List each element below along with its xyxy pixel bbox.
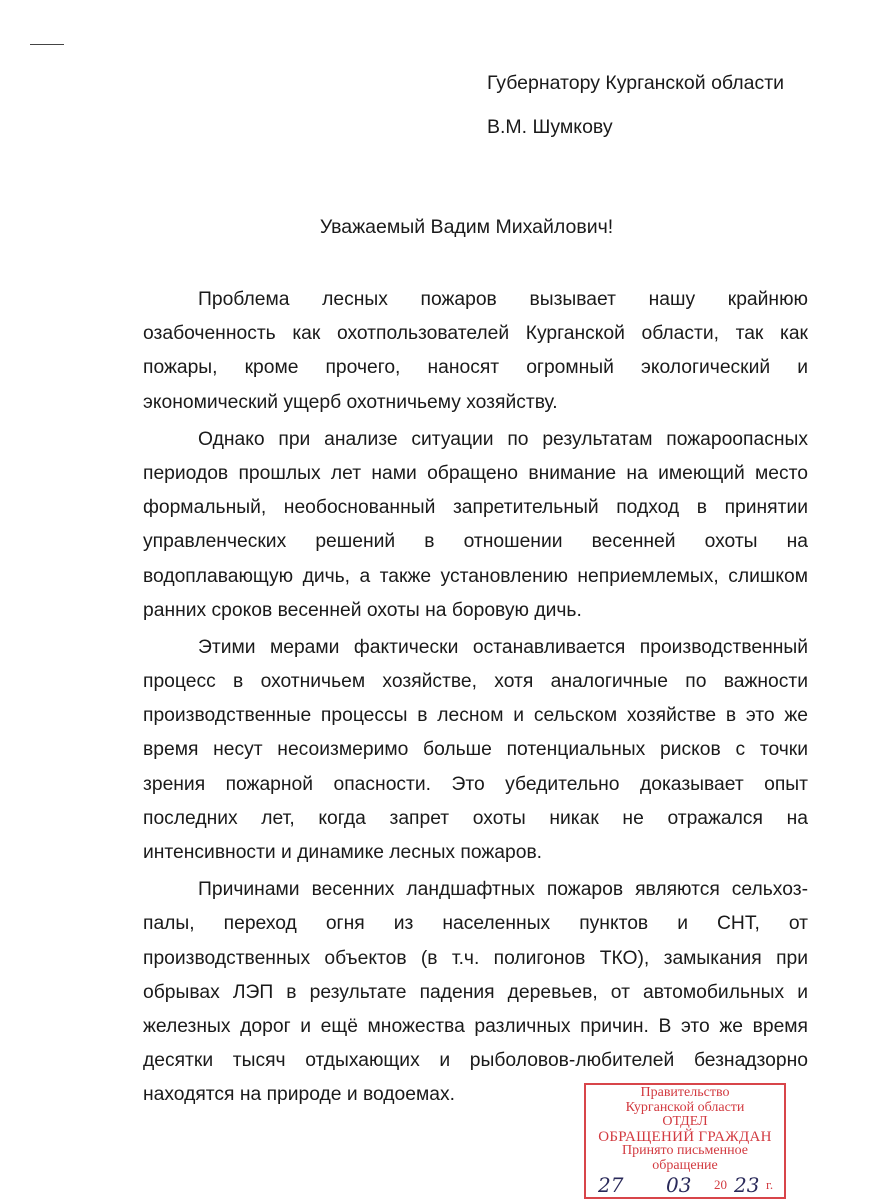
stamp-line-4: ОБРАЩЕНИЙ ГРАЖДАН <box>598 1128 772 1145</box>
recipient-line-1: Губернатору Курганской области <box>487 72 785 94</box>
stamp-date <box>586 1173 784 1197</box>
text-line: обрывах ЛЭП в результате падения деревьев, от автомобильных и <box>143 981 808 1003</box>
text-line: управленческих решений в отношении весенней охоты на <box>143 531 808 553</box>
stamp-day: 27 <box>598 1173 624 1197</box>
registration-stamp <box>584 1083 786 1199</box>
text-line: десятки тысяч отдыхающих и рыболовов-любителей безнадзорно <box>143 1050 808 1072</box>
paragraph <box>143 873 808 1112</box>
stamp-line-2: Курганской области <box>625 1099 745 1115</box>
letter-body <box>143 283 808 1116</box>
text-line: Проблема лесных пожаров вызывает нашу крайнюю <box>198 289 808 310</box>
text-line: находятся на природе и водоемах. <box>143 1084 455 1106</box>
stamp-year-prefix: 20 <box>714 1177 727 1192</box>
text-line: озабоченность как охотпользователей Курганской области, так как <box>143 323 808 345</box>
stamp-line-6: обращение <box>652 1157 718 1173</box>
text-line: формальный, необоснованный запретительный подход в принятии <box>143 497 808 519</box>
stamp-year-mark: г. <box>766 1177 774 1192</box>
text-line: Этими мерами фактически останавливается производственный <box>198 636 808 658</box>
text-line: палы, переход огня из населенных пунктов и СНТ, от <box>143 913 808 935</box>
recipient-line-2: В.М. Шумкову <box>487 116 613 138</box>
text-line: процесс в охотничьем хозяйстве, хотя аналогичные по важности <box>143 671 808 693</box>
text-line: интенсивности и динамике лесных пожаров. <box>143 842 543 863</box>
paragraph <box>143 283 808 420</box>
text-line: производственных объектов (в т.ч. полигонов ТКО), замыкания при <box>143 947 808 969</box>
stamp-line-3: ОТДЕЛ <box>662 1114 708 1129</box>
text-line: последних лет, когда запрет охоты никак не отражался на <box>143 807 808 829</box>
text-line: время несут несоизмеримо больше потенциальных рисков с точки <box>143 739 808 761</box>
text-line: пожары, кроме прочего, наносят огромный экологический и <box>143 357 808 379</box>
text-line: зрения пожарной опасности. Это убедительно доказывает опыт <box>143 773 808 795</box>
text-line: водоплавающую дичь, а также установлению неприемлемых, слишком <box>143 565 808 587</box>
stamp-line-1: Правительство <box>640 1085 730 1100</box>
margin-mark <box>30 44 64 45</box>
paragraph <box>143 631 808 870</box>
paragraph <box>143 423 808 628</box>
text-line: производственные процессы в лесном и сельском хозяйстве в это же <box>143 705 808 727</box>
text-line: Однако при анализе ситуации по результатам пожароопасных <box>198 428 808 450</box>
text-line: железных дорог и ещё множества различных причин. В это же время <box>143 1015 808 1037</box>
text-line: периодов прошлых лет нами обращено внимание на имеющий место <box>143 462 808 484</box>
text-line: Причинами весенних ландшафтных пожаров являются сельхоз- <box>198 879 808 901</box>
greeting: Уважаемый Вадим Михайлович! <box>319 216 614 238</box>
text-line: ранних сроков весенней охоты на боровую дичь. <box>143 599 582 621</box>
stamp-year-suffix: 23 <box>734 1173 760 1197</box>
stamp-line-5: Принято письменное <box>622 1143 748 1158</box>
text-line: экономический ущерб охотничьему хозяйству. <box>143 391 558 413</box>
stamp-month: 03 <box>666 1173 692 1197</box>
